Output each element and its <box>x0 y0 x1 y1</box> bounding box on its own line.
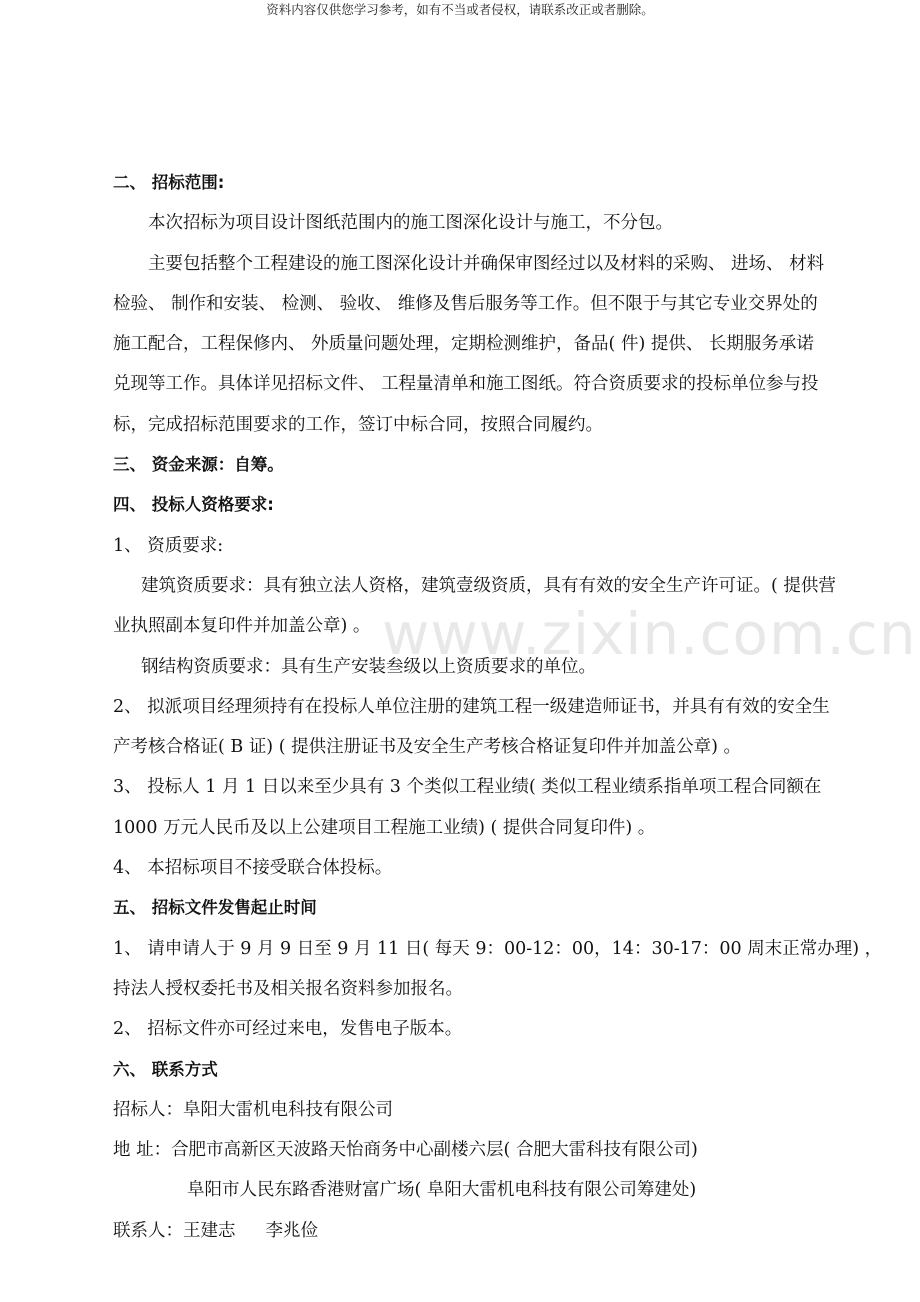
scope-paragraph-2-line: 标，完成招标范围要求的工作，签订中标合同，按照合同履约。 <box>113 414 603 435</box>
contact-person-1: 联系人：王建志 <box>113 1220 236 1241</box>
qualification-item-4: 4、 本招标项目不接受联合体投标。 <box>113 858 393 879</box>
qualification-item-1-title: 1、 资质要求: <box>113 535 224 556</box>
watermark: www.zixin.com.cn <box>382 600 917 668</box>
scope-paragraph-2-line: 施工配合，工程保修内、 外质量问题处理，定期检测维护，备品( 件) 提供、 长期服务承诺 <box>113 334 814 355</box>
scope-paragraph-1: 本次招标为项目设计图纸范围内的施工图深化设计与施工，不分包。 <box>148 213 673 234</box>
section-heading-sale-period: 五、 招标文件发售起止时间 <box>113 898 317 918</box>
qualification-building-line: 建筑资质要求：具有独立法人资格，建筑壹级资质，具有有效的安全生产许可证。( 提供营 <box>141 575 836 596</box>
contact-tenderer: 招标人：阜阳大雷机电科技有限公司 <box>113 1099 393 1120</box>
document-body <box>113 163 883 1251</box>
qualification-steel: 钢结构资质要求：具有生产安装叁级以上资质要求的单位。 <box>141 656 596 677</box>
qualification-item-3-line: 1000 万元人民币及以上公建项目工程施工业绩) ( 提供合同复印件) 。 <box>113 817 656 838</box>
qualification-item-2-line: 产考核合格证( B 证) ( 提供注册证书及安全生产考核合格证复印件并加盖公章) 。 <box>113 737 741 758</box>
header-note: 资料内容仅供您学习参考，如有不当或者侵权，请联系改正或者删除。 <box>266 2 654 17</box>
contact-address-2: 阜阳市人民东路香港财富广场( 阜阳大雷机电科技有限公司筹建处) <box>187 1180 697 1201</box>
qualification-item-2-line: 2、 拟派项目经理须持有在投标人单位注册的建筑工程一级建造师证书，并具有有效的安全生 <box>113 696 830 717</box>
qualification-item-3-line: 3、 投标人 1 月 1 日以来至少具有 3 个类似工程业绩( 类似工程业绩系指单项工程合同额在 <box>113 777 822 798</box>
section-heading-qualification: 四、 投标人资格要求: <box>113 495 274 515</box>
contact-address-1: 地 址：合肥市高新区天波路天怡商务中心副楼六层( 合肥大雷科技有限公司) <box>113 1140 698 1161</box>
scope-paragraph-2-line: 检验、 制作和安装、 检测、 验收、 维修及售后服务等工作。但不限于与其它专业交界处的 <box>113 293 818 314</box>
qualification-building-line: 业执照副本复印件并加盖公章) 。 <box>113 616 371 637</box>
section-heading-scope: 二、 招标范围: <box>113 173 225 192</box>
section-heading-contact: 六、 联系方式 <box>113 1059 218 1079</box>
contact-person-2: 李兆俭 <box>265 1220 318 1241</box>
section-heading-funding: 三、 资金来源：自筹。 <box>113 455 284 475</box>
contact-person-row <box>113 1211 883 1251</box>
sale-item-1-line: 持法人授权委托书及相关报名资料参加报名。 <box>113 978 463 999</box>
sale-item-1-line: 1、 请申请人于 9 月 9 日至 9 月 11 日( 每天 9：00-12：00，14：30-17：00 周末正常办理) ， <box>113 938 883 959</box>
scope-paragraph-2-line: 主要包括整个工程建设的施工图深化设计并确保审图经过以及材料的采购、 进场、 材料 <box>148 253 825 274</box>
sale-item-2: 2、 招标文件亦可经过来电，发售电子版本。 <box>113 1019 463 1040</box>
scope-paragraph-2-line: 兑现等工作。具体详见招标文件、 工程量清单和施工图纸。符合资质要求的投标单位参与投 <box>113 374 819 395</box>
